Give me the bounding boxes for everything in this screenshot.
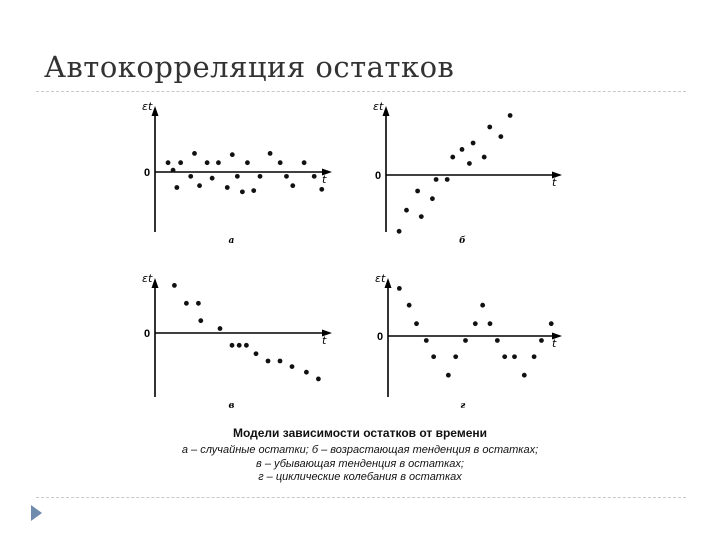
panel-1-data-point-23 [312, 174, 317, 179]
panel-4-data-point-8 [463, 338, 468, 343]
panel-4-data-point-14 [512, 354, 517, 359]
panel-3-data-point-14 [316, 377, 321, 382]
panel-4-data-point-10 [480, 303, 485, 308]
panel-4-data-point-15 [522, 373, 527, 378]
panel-3-data-point-10 [266, 359, 271, 364]
panel-1-panel-label: а [228, 236, 235, 246]
caption-line-a-b: а – случайные остатки; б – возрастающая тенденция в остатках; [181, 444, 539, 456]
panel-4-data-point-6 [446, 373, 451, 378]
panel-1-data-point-3 [174, 185, 179, 190]
panel-1-data-point-5 [188, 174, 193, 179]
panel-3-zero-label: 0 [144, 328, 151, 340]
panel-3-panel-label: в [228, 401, 235, 411]
panel-1-data-point-14 [240, 189, 245, 194]
panel-4-data-point-13 [502, 354, 507, 359]
panel-1-data-point-11 [225, 185, 230, 190]
panel-2-xlabel: t [552, 176, 557, 189]
panel-1-data-point-8 [205, 160, 210, 165]
panel-1-data-point-13 [235, 174, 240, 179]
panel-4-data-point-1 [397, 286, 402, 291]
panel-1-xlabel: t [322, 173, 327, 186]
triangle-bullet-icon [31, 505, 42, 521]
panel-4-data-point-5 [431, 354, 436, 359]
panel-4-data-point-18 [549, 321, 554, 326]
panel-3-xlabel: t [322, 334, 327, 347]
panel-4-data-point-7 [453, 354, 458, 359]
panel-3-data-point-1 [172, 283, 177, 288]
panel-2-data-point-9 [460, 147, 465, 152]
panel-4-y-axis-arrow [385, 278, 392, 288]
panel-2-ylabel: εt [373, 100, 384, 113]
panel-1-data-point-20 [284, 174, 289, 179]
panel-1-data-point-2 [171, 168, 176, 173]
panel-4-data-point-17 [539, 338, 544, 343]
panel-4-data-point-9 [473, 321, 478, 326]
panel-2-data-point-3 [415, 189, 420, 194]
panel-1-data-point-15 [245, 160, 250, 165]
panel-2-data-point-7 [445, 177, 450, 182]
panel-3-data-point-3 [196, 301, 201, 306]
panel-3-data-point-5 [218, 326, 223, 331]
panel-4-data-point-11 [488, 321, 493, 326]
panel-1-data-point-12 [230, 152, 235, 157]
caption-title: Модели зависимости остатков от времени [232, 426, 488, 440]
panel-1-data-point-4 [178, 160, 183, 165]
panel-2-data-point-15 [508, 113, 513, 118]
panel-1-data-point-22 [302, 160, 307, 165]
panel-1-data-point-18 [268, 151, 273, 156]
footer-divider [36, 497, 686, 498]
caption-line-g: г – циклические колебания в остатках [258, 471, 462, 483]
panel-3-data-point-4 [198, 318, 203, 323]
panel-4-xlabel: t [552, 337, 557, 350]
panel-2-data-point-2 [404, 208, 409, 213]
panel-3-data-point-13 [304, 370, 309, 375]
panel-1-data-point-24 [319, 187, 324, 192]
panel-3-data-point-9 [254, 351, 259, 356]
panel-2-data-point-14 [498, 134, 503, 139]
panel-3-data-point-7 [237, 343, 242, 348]
panel-2-data-point-12 [482, 155, 487, 160]
caption-line-v: в – убывающая тенденция в остатках; [256, 458, 464, 470]
panel-1-ylabel: εt [142, 100, 153, 113]
panel-1-y-axis-arrow [152, 106, 159, 116]
panel-4-data-point-2 [407, 303, 412, 308]
panel-1-data-point-19 [278, 160, 283, 165]
panel-4-data-point-3 [414, 321, 419, 326]
panel-3-data-point-11 [278, 359, 283, 364]
panel-2-data-point-4 [419, 214, 424, 219]
panel-2-y-axis-arrow [383, 106, 390, 116]
panel-4-ylabel: εt [375, 272, 386, 285]
panel-3-data-point-8 [244, 343, 249, 348]
panel-1-data-point-9 [210, 176, 215, 181]
panel-1-data-point-1 [166, 160, 171, 165]
panel-1-data-point-10 [216, 160, 221, 165]
panel-2-data-point-11 [471, 141, 476, 146]
panel-4-panel-label: г [460, 401, 466, 411]
panel-2-data-point-10 [467, 161, 472, 166]
panel-2-data-point-13 [487, 125, 492, 130]
panel-2-panel-label: б [459, 236, 466, 246]
panel-2-data-point-1 [397, 229, 402, 234]
panel-3-data-point-12 [290, 364, 295, 369]
panel-3-ylabel: εt [142, 272, 153, 285]
panel-1-zero-label: 0 [144, 167, 151, 179]
panel-1-data-point-17 [258, 174, 263, 179]
panel-2-data-point-6 [434, 177, 439, 182]
panel-3-data-point-6 [230, 343, 235, 348]
panel-2-zero-label: 0 [375, 170, 382, 182]
panel-1-data-point-21 [290, 183, 295, 188]
panel-3-data-point-2 [184, 301, 189, 306]
panel-2-data-point-8 [450, 155, 455, 160]
panel-1-data-point-16 [251, 188, 256, 193]
slide-title: Автокорреляция остатков [44, 50, 455, 84]
panel-1-data-point-7 [197, 183, 202, 188]
panel-4-data-point-16 [532, 354, 537, 359]
panel-2-data-point-5 [430, 196, 435, 201]
panel-3-y-axis-arrow [152, 278, 159, 288]
panel-4-zero-label: 0 [377, 331, 384, 343]
panel-1-data-point-6 [192, 151, 197, 156]
panel-4-data-point-4 [424, 338, 429, 343]
panel-4-data-point-12 [495, 338, 500, 343]
